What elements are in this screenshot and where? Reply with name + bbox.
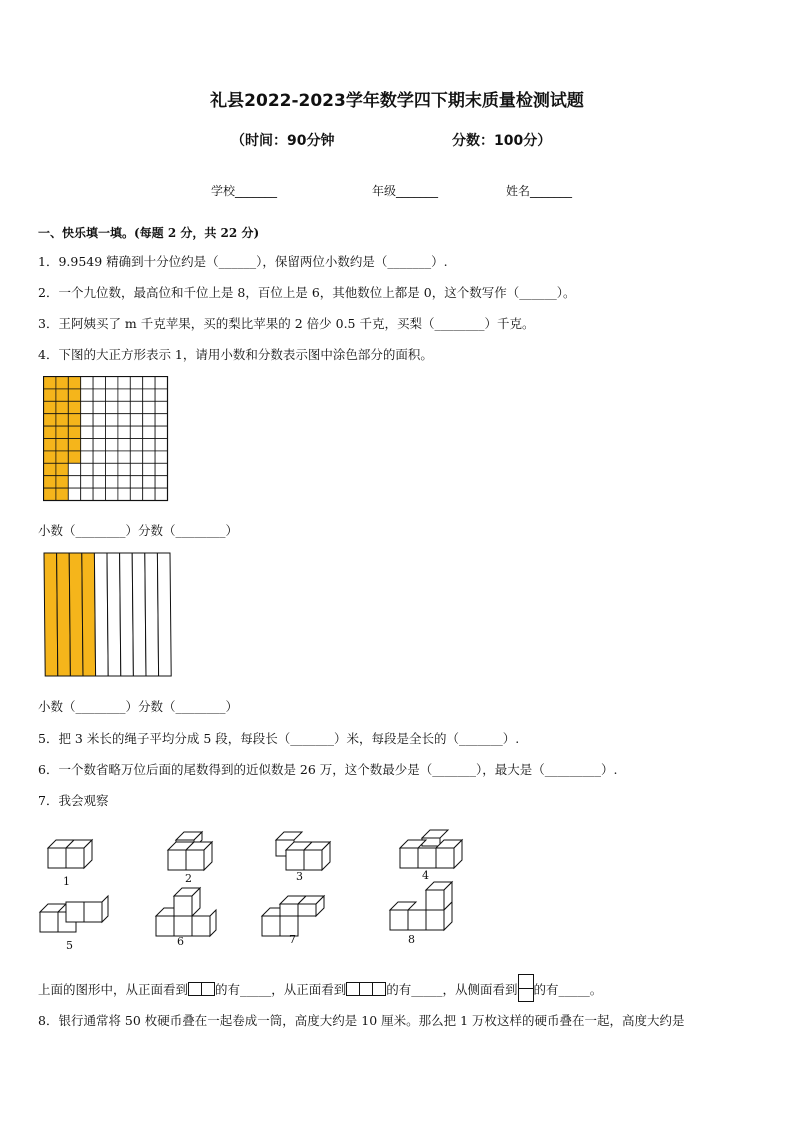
cube-figure-8: [390, 882, 452, 930]
grid-cell: [143, 389, 155, 401]
strip: [107, 553, 121, 676]
grid-cell-shaded: [56, 463, 68, 475]
grid-cell: [143, 377, 155, 389]
grid-cell: [155, 377, 167, 389]
grid-cell: [106, 463, 118, 475]
cube-label-7: 7: [289, 933, 296, 946]
grid-cell: [143, 401, 155, 413]
grid-cell: [81, 377, 93, 389]
cube-figure-3: [276, 832, 330, 870]
grid-cell: [81, 463, 93, 475]
q7-text-a: 上面的图形中，从正面看到: [38, 982, 189, 997]
grid-cell-shaded: [44, 426, 56, 438]
grid-cell: [93, 426, 105, 438]
grid-cell: [118, 389, 130, 401]
grid-cell-shaded: [68, 439, 80, 451]
grid-cell-shaded: [56, 488, 68, 500]
grid-cell: [81, 476, 93, 488]
grid-cell-shaded: [56, 389, 68, 401]
grid-cell: [155, 451, 167, 463]
strips-figure: [43, 552, 173, 678]
strip: [132, 553, 146, 676]
cube-label-2: 2: [185, 872, 192, 885]
cube-label-3: 3: [296, 870, 303, 883]
grid-cell-shaded: [44, 463, 56, 475]
grid-cell-shaded: [56, 401, 68, 413]
strip-shaded: [69, 553, 83, 676]
question-4: 4．下图的大正方形表示 1，请用小数和分数表示图中涂色部分的面积。: [38, 347, 433, 362]
grid-cell: [118, 488, 130, 500]
strip: [157, 553, 171, 676]
question-2: 2．一个九位数，最高位和千位上是 8，百位上是 6，其他数位上都是 0，这个数写作（______）。: [38, 285, 576, 300]
grid-cell: [81, 389, 93, 401]
grid-cell: [81, 488, 93, 500]
question-7-prompt: [38, 974, 602, 1002]
square-shape-icon: [372, 982, 386, 996]
grid-cell: [106, 476, 118, 488]
grid-cell: [130, 401, 142, 413]
strip: [94, 553, 108, 676]
question-4-answer-2: 小数（________）分数（________）: [38, 699, 239, 714]
grid-cell: [155, 389, 167, 401]
question-6: 6．一个数省略万位后面的尾数得到的近似数是 26 万，这个数最少是（_______），最大是（_________）.: [38, 762, 618, 777]
grid-cell-shaded: [68, 377, 80, 389]
square-shape-icon: [359, 982, 373, 996]
grid-cell-shaded: [56, 377, 68, 389]
strip-shaded: [82, 553, 96, 676]
grid-cell: [106, 389, 118, 401]
grid-cell: [68, 476, 80, 488]
grid-cell: [130, 463, 142, 475]
grid-cell: [93, 451, 105, 463]
grid-cell: [118, 414, 130, 426]
grid-cell: [93, 401, 105, 413]
grid-cell-shaded: [56, 426, 68, 438]
cube-label-5: 5: [66, 939, 73, 952]
grid-cell: [118, 439, 130, 451]
cube-label-8: 8: [408, 933, 415, 946]
grid-cell: [155, 476, 167, 488]
grid-cell: [143, 439, 155, 451]
grid-cell: [143, 463, 155, 475]
strip: [145, 553, 159, 676]
square-shape-icon: [346, 982, 360, 996]
grid-cell: [143, 488, 155, 500]
cube-label-1: 1: [63, 875, 70, 888]
grid-cell: [81, 439, 93, 451]
grid-cell: [130, 476, 142, 488]
grid-cell-shaded: [68, 451, 80, 463]
grid-cell: [118, 451, 130, 463]
grid-cell: [118, 377, 130, 389]
q7-text-c: 的有_____，从侧面看到: [386, 982, 518, 997]
stacked-squares-icon: [518, 974, 534, 1002]
grid-cell: [155, 488, 167, 500]
question-3: 3．王阿姨买了 m 千克苹果，买的梨比苹果的 2 倍少 0.5 千克，买梨（________）千克。: [38, 316, 535, 331]
grid-cell: [81, 414, 93, 426]
grid-cell: [93, 414, 105, 426]
grid-cell-shaded: [44, 476, 56, 488]
grid-cell-shaded: [44, 414, 56, 426]
square-shape-icon: [201, 982, 215, 996]
grid-cell: [81, 451, 93, 463]
grade-field[interactable]: 年级_______: [372, 184, 439, 198]
grid-cell: [155, 401, 167, 413]
grid-cell-shaded: [44, 389, 56, 401]
grid-cell: [93, 463, 105, 475]
grid-cell-shaded: [44, 488, 56, 500]
grid-cell: [155, 439, 167, 451]
question-7: 7．我会观察: [38, 793, 109, 808]
grid-cell: [130, 389, 142, 401]
grid-cell: [93, 389, 105, 401]
grid-cell: [81, 401, 93, 413]
grid-cell: [106, 414, 118, 426]
question-4-answer-1: 小数（________）分数（________）: [38, 523, 239, 538]
grid-cell-shaded: [68, 401, 80, 413]
question-8: 8．银行通常将 50 枚硬币叠在一起卷成一筒，高度大约是 10 厘米。那么把 1 万枚这样的硬币叠在一起，高度大约是: [38, 1013, 685, 1028]
question-5: 5．把 3 米长的绳子平均分成 5 段，每段长（_______）米，每段是全长的（_______）.: [38, 731, 520, 746]
grid-cell: [130, 451, 142, 463]
grid-cell: [93, 488, 105, 500]
grid-cell: [143, 414, 155, 426]
grid-cell: [81, 426, 93, 438]
grid-cell: [143, 451, 155, 463]
grid-cell: [118, 401, 130, 413]
grid-cell: [106, 451, 118, 463]
strip-shaded: [44, 553, 58, 676]
grid-cell-shaded: [56, 451, 68, 463]
grid-cell: [130, 426, 142, 438]
grid-cell-shaded: [44, 439, 56, 451]
grid-cell-shaded: [44, 401, 56, 413]
grid-cell: [106, 377, 118, 389]
grid-cell: [118, 463, 130, 475]
section-heading: 一、快乐填一填。(每题 2 分，共 22 分): [38, 226, 260, 240]
square-shape-icon: [188, 982, 202, 996]
cube-figure-5: [40, 896, 108, 932]
cube-figure-6: [156, 888, 216, 936]
cube-label-6: 6: [177, 935, 184, 948]
grid-cell: [106, 401, 118, 413]
grid-cell: [143, 476, 155, 488]
grid-cell: [68, 463, 80, 475]
exam-score: 分数：100分）: [452, 133, 552, 149]
grid-cell: [93, 439, 105, 451]
grid-cell-shaded: [56, 414, 68, 426]
grid-cell: [130, 488, 142, 500]
grid-cell: [130, 377, 142, 389]
grid-cell: [130, 439, 142, 451]
strip-shaded: [57, 553, 71, 676]
grid-cell: [155, 463, 167, 475]
grid-cell: [155, 414, 167, 426]
q7-text-b: 的有_____，从正面看到: [215, 982, 347, 997]
cube-label-4: 4: [422, 869, 429, 882]
hundred-grid-figure: [43, 376, 169, 502]
exam-time: （时间：90分钟: [231, 133, 335, 149]
cube-figure-1: [48, 840, 92, 868]
school-field[interactable]: 学校_______: [211, 184, 278, 198]
grid-cell-shaded: [68, 414, 80, 426]
strip: [120, 553, 134, 676]
grid-cell: [118, 426, 130, 438]
grid-cell: [143, 426, 155, 438]
page-title: 礼县2022-2023学年数学四下期末质量检测试题: [210, 91, 584, 111]
q7-text-d: 的有_____。: [533, 982, 603, 997]
grid-cell: [130, 414, 142, 426]
grid-cell-shaded: [56, 439, 68, 451]
cube-figure-4: [400, 830, 462, 868]
grid-cell: [93, 476, 105, 488]
name-field[interactable]: 姓名_______: [506, 184, 573, 198]
grid-cell: [118, 476, 130, 488]
grid-cell: [106, 426, 118, 438]
grid-cell-shaded: [68, 389, 80, 401]
grid-cell: [68, 488, 80, 500]
grid-cell: [93, 377, 105, 389]
grid-cell: [106, 488, 118, 500]
grid-cell: [106, 439, 118, 451]
grid-cell-shaded: [44, 377, 56, 389]
question-1: 1．9.9549 精确到十分位约是（______），保留两位小数约是（_______）.: [38, 254, 448, 269]
cube-figure-7: [262, 896, 324, 936]
grid-cell-shaded: [56, 476, 68, 488]
grid-cell-shaded: [44, 451, 56, 463]
grid-cell-shaded: [68, 426, 80, 438]
grid-cell: [155, 426, 167, 438]
cube-figure-2: [168, 832, 212, 870]
